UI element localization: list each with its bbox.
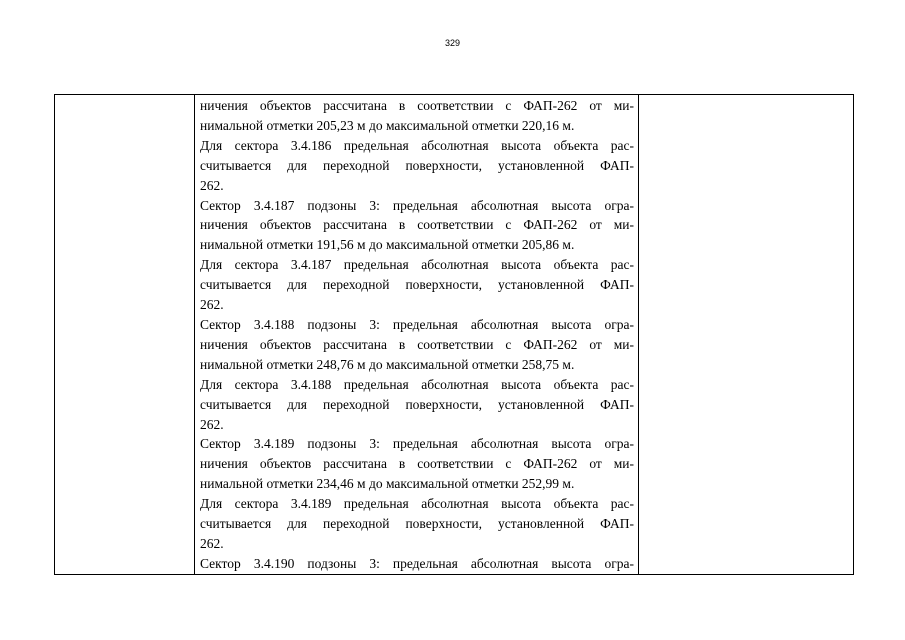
- text-line: Сектор 3.4.187 подзоны 3: предельная абсолютная высота огра-: [200, 197, 634, 213]
- table-cell-text: [195, 95, 639, 575]
- text-line: нимальной отметки 234,46 м до максимальной отметки 252,99 м.: [200, 476, 575, 492]
- text-line: ничения объектов рассчитана в соответствии с ФАП-262 от ми-: [200, 336, 634, 352]
- table-cell-right: [639, 95, 854, 575]
- table-cell-left: [55, 95, 195, 575]
- text-line: Сектор 3.4.188 подзоны 3: предельная абсолютная высота огра-: [200, 316, 634, 332]
- text-line: 262.: [200, 535, 224, 551]
- text-line: ничения объектов рассчитана в соответствии с ФАП-262 от ми-: [200, 456, 634, 472]
- text-line: Сектор 3.4.190 подзоны 3: предельная абсолютная высота огра-: [200, 555, 634, 571]
- text-line: Для сектора 3.4.187 предельная абсолютная высота объекта рас-: [200, 257, 634, 273]
- cell-text-block: [195, 95, 638, 574]
- text-line: нимальной отметки 205,23 м до максимальной отметки 220,16 м.: [200, 117, 575, 133]
- page-number: 329: [444, 38, 461, 48]
- text-line: 262.: [200, 297, 224, 313]
- text-line: считывается для переходной поверхности, установленной ФАП-: [200, 516, 634, 532]
- text-line: 262.: [200, 416, 224, 432]
- text-line: ничения объектов рассчитана в соответствии с ФАП-262 от ми-: [200, 98, 634, 113]
- text-line: считывается для переходной поверхности, установленной ФАП-: [200, 396, 634, 412]
- table-row: [55, 95, 854, 575]
- text-line: Для сектора 3.4.186 предельная абсолютная высота объекта рас-: [200, 137, 634, 153]
- content-table: [54, 94, 854, 575]
- text-line: Для сектора 3.4.188 предельная абсолютная высота объекта рас-: [200, 376, 634, 392]
- text-line: 262.: [200, 177, 224, 193]
- text-line: нимальной отметки 248,76 м до максимальной отметки 258,75 м.: [200, 356, 575, 372]
- text-line: ничения объектов рассчитана в соответствии с ФАП-262 от ми-: [200, 217, 634, 233]
- text-line: считывается для переходной поверхности, установленной ФАП-: [200, 277, 634, 293]
- text-line: нимальной отметки 191,56 м до максимальной отметки 205,86 м.: [200, 237, 575, 253]
- text-line: Сектор 3.4.189 подзоны 3: предельная абсолютная высота огра-: [200, 436, 634, 452]
- text-line: Для сектора 3.4.189 предельная абсолютная высота объекта рас-: [200, 496, 634, 512]
- text-line: считывается для переходной поверхности, установленной ФАП-: [200, 157, 634, 173]
